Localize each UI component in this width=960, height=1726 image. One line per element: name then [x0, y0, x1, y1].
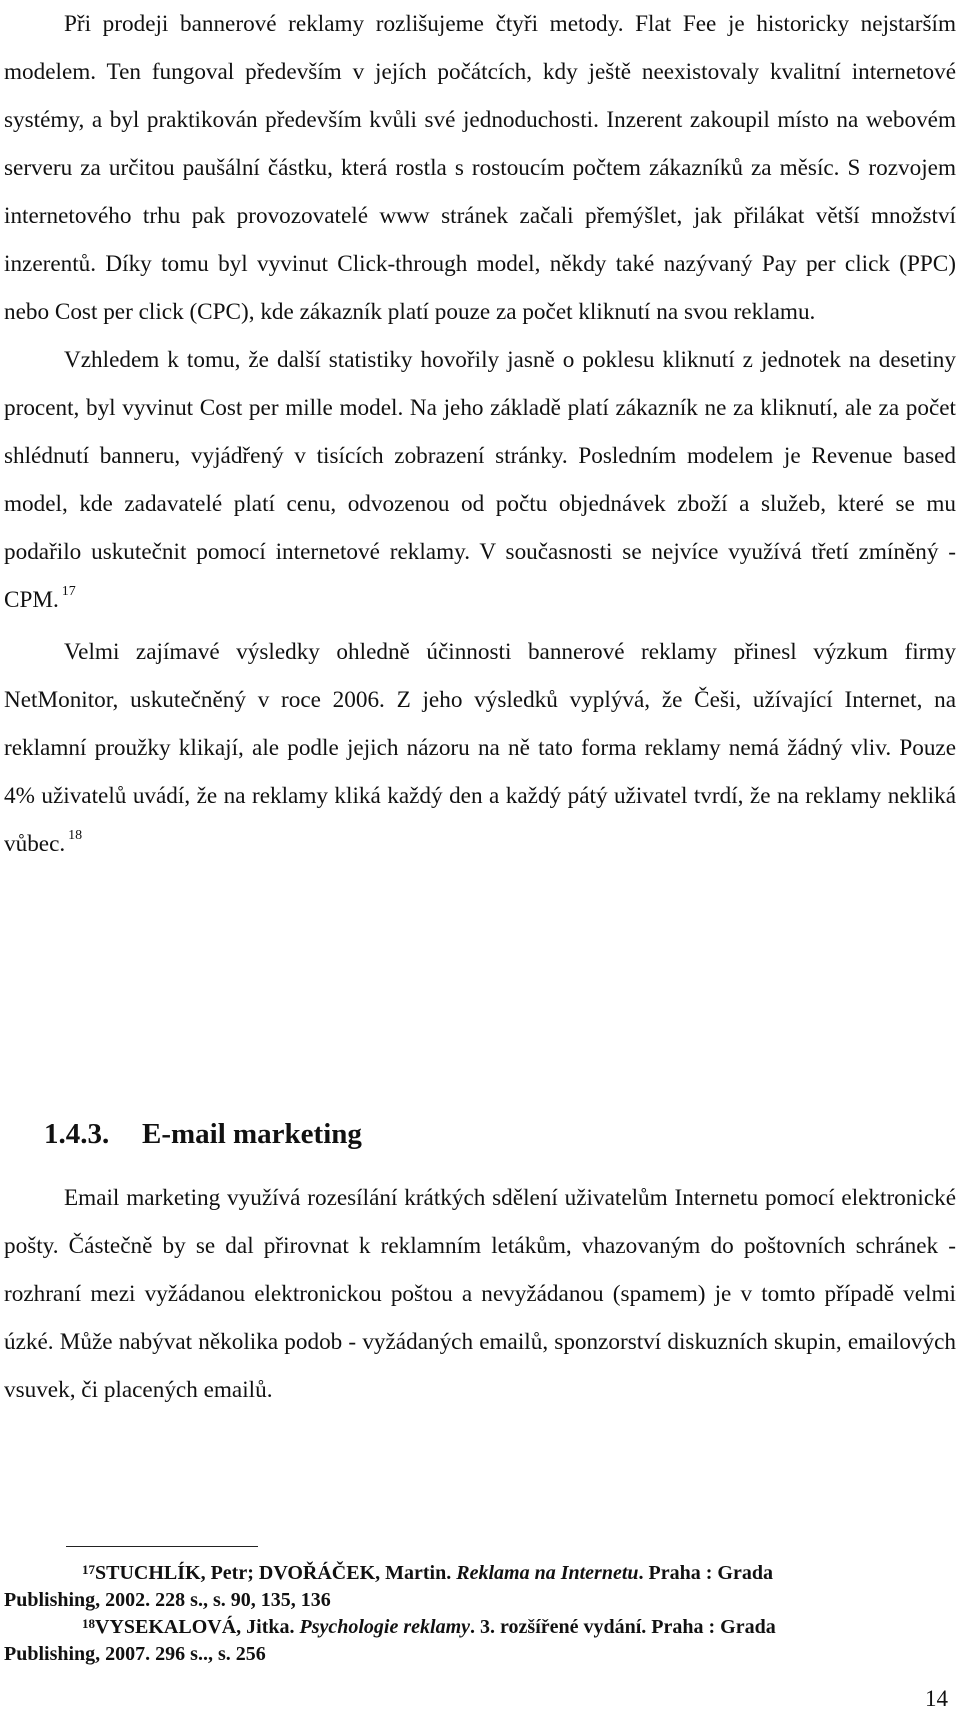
paragraph-text: Vzhledem k tomu, že další statistiky hovořily jasně o poklesu kliknutí z jednotek na desetiny procent, byl vyvinut Cost per mille model. Na jeho základě platí zákazník ne za kliknutí, ale za počet shlédnutí banneru, vyjádřený v tisících zobrazení stránky. Posledním modelem je Revenue based model, kde zadavatelé platí cenu, odvozenou od počtu objednávek zboží a služeb, které se mu podařilo uskutečnit pomocí internetové reklamy. V současnosti se nejvíce využívá třetí zmíněný - CPM. — [4, 347, 956, 613]
section-title: E-mail marketing — [142, 1118, 362, 1150]
footnote-reference[interactable]: 17 — [61, 584, 76, 599]
footnote-title: Psychologie reklamy — [299, 1616, 471, 1638]
paragraph-netmonitor — [4, 628, 956, 872]
footnote-authors: VYSEKALOVÁ, Jitka. — [95, 1616, 295, 1638]
footnote-publication: Publishing, 2007. 296 s.., s. 256 — [4, 1643, 266, 1665]
paragraph-text: Velmi zajímavé výsledky ohledně účinnosti bannerové reklamy přinesl výzkum firmy NetMonitor, uskutečněný v roce 2006. Z jeho výsledků vyplývá, že Češi, užívající Internet, na reklamní proužky klikají, ale podle jejich názoru na ně tato forma reklamy nemá žádný vliv. Pouze 4% uživatelů uvádí, že na reklamy kliká každý den a každý pátý uživatel tvrdí, že na reklamy nekliká vůbec. — [4, 639, 956, 857]
paragraph-text: Při prodeji bannerové reklamy rozlišujeme čtyři metody. Flat Fee je historicky nejstarším modelem. Ten fungoval především v jejích počátcích, kdy ještě neexistovaly kvalitní internetové systémy, a byl praktikován především kvůli své jednoduchosti. Inzerent zakoupil místo na webovém serveru za určitou paušální částku, která rostla s rostoucím počtem zákazníků za měsíc. S rozvojem internetového trhu pak provozovatelé www stránek začali přemýšlet, jak přilákat větší množství inzerentů. Díky tomu byl vyvinut Click-through model, někdy také nazývaný Pay per click (PPC) nebo Cost per click (CPC), kde zákazník platí pouze za počet kliknutí na svou reklamu. — [4, 11, 956, 325]
footnote-number: 17 — [82, 1562, 95, 1577]
footnote-separator — [66, 1546, 258, 1547]
footnote-authors: STUCHLÍK, Petr; DVOŘÁČEK, Martin. — [95, 1562, 452, 1584]
section-body — [4, 1174, 956, 1414]
footnote-18 — [4, 1614, 948, 1668]
footnote-title: Reklama na Internetu — [456, 1562, 639, 1584]
paragraph-text: Email marketing využívá rozesílání krátkých sdělení uživatelům Internetu pomocí elektronické pošty. Částečně by se dal přirovnat k reklamním letákům, vhazovaným do poštovních schránek - rozhraní mezi vyžádanou elektronickou poštou a nevyžádanou (spamem) je v tomto případě velmi úzké. Může nabývat několika podob - vyžádaných emailů, sponzorství diskuzních skupin, emailových vsuvek, či placených emailů. — [4, 1185, 956, 1403]
section-number: 1.4.3. — [44, 1118, 110, 1150]
footnote-publisher: . 3. rozšířené vydání. Praha : Grada — [470, 1616, 776, 1638]
footnote-number: 18 — [82, 1616, 95, 1631]
footnotes — [4, 1560, 948, 1668]
footnote-17 — [4, 1560, 948, 1614]
body-text — [4, 0, 956, 872]
section-heading — [44, 1118, 362, 1151]
footnote-publisher: . Praha : Grada — [638, 1562, 773, 1584]
page-number: 14 — [925, 1686, 948, 1711]
paragraph-cpm — [4, 336, 956, 628]
footnote-publication: Publishing, 2002. 228 s., s. 90, 135, 136 — [4, 1589, 331, 1611]
paragraph-email-marketing — [4, 1174, 956, 1414]
paragraph-pricing-methods — [4, 0, 956, 336]
footnote-reference[interactable]: 18 — [68, 828, 83, 843]
